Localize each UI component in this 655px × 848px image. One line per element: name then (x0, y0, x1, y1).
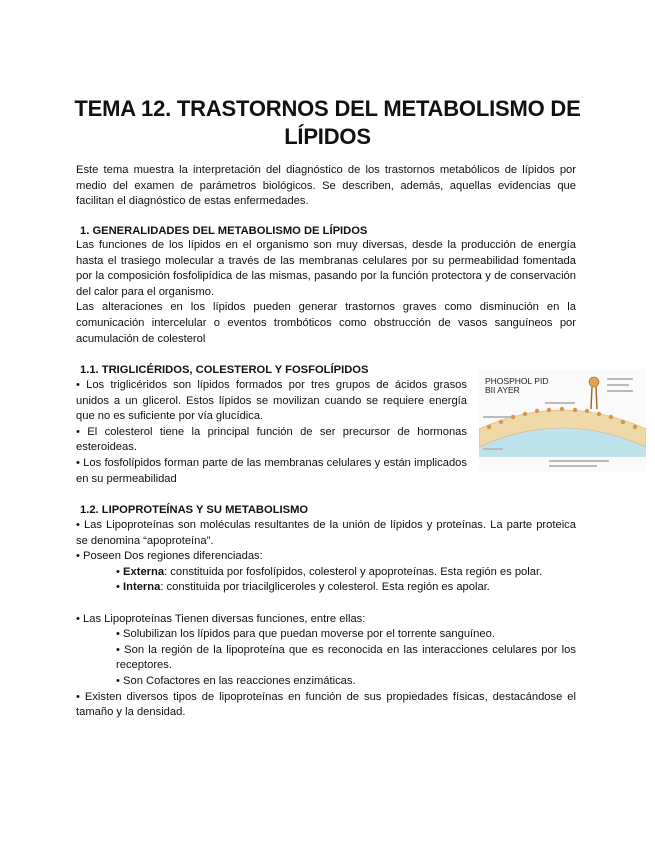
section-1-paragraph-2: Las alteraciones en los lípidos pueden generar trastornos graves como disminución en la comunicación intercelular o eventos trombóticos como obstrucción de vasos sanguíneos por acumulación de colesterol (76, 301, 576, 345)
section-1-paragraph-1: Las funciones de los lípidos en el organismo son muy diversas, desde la producción de energía hasta el trasiego molecular a través de las membranas celulares por su permeabilidad fomentada por la composición fosfolipídica de las mismas, pasando por la función protectora y de conservación del calor para el organismo. (76, 239, 576, 298)
title-line-2: LÍPIDOS (284, 124, 371, 149)
interna-text: : constituida por triacilgliceroles y colesterol. Esta región es apolar. (160, 581, 490, 594)
externa-text: : constituida por fosfolípidos, colesterol y apoproteínas. Esta región es polar. (164, 565, 543, 578)
interna-label: Interna (123, 581, 161, 594)
section-1-2-body (76, 518, 576, 721)
section-1-2-heading: 1.2. LIPOPROTEÍNAS Y SU METABOLISMO (80, 504, 309, 516)
page-title (60, 95, 595, 151)
regiones-intro: • Poseen Dos regiones diferenciadas: (76, 550, 263, 563)
figure-title-line-2: BII AYER (485, 385, 520, 395)
funcion-3: • Son Cofactores en las reacciones enzimáticas. (116, 674, 356, 687)
region-externa: • Externa: constituida por fosfolípidos, colesterol y apoproteínas. Esta región es polar. (116, 565, 543, 578)
intro-paragraph: Este tema muestra la interpretación del diagnóstico de los trastornos metabólicos de lípidos por medio del examen de parámetros biológicos. Se describen, además, aquellas evidencias que facilitan el diagnóstico de estas enfermedades. (76, 164, 576, 208)
section-1-heading: 1. GENERALIDADES DEL METABOLISMO DE LÍPIDOS (80, 225, 368, 237)
bullet-colesterol: • El colesterol tiene la principal función de ser precursor de hormonas esteroideas. (76, 425, 467, 454)
section-1-1-heading: 1.1. TRIGLICÉRIDOS, COLESTEROL Y FOSFOLÍPIDOS (80, 364, 369, 376)
lipoproteinas-definition: • Las Lipoproteínas son moléculas resultantes de la unión de lípidos y proteínas. La parte proteica se denomina “apoproteína”. (76, 519, 576, 547)
figure-title-line-1: PHOSPHOL PID (485, 376, 549, 386)
tipos-lipoproteinas: • Existen diversos tipos de lipoproteínas en función de sus propiedades físicas, destacándose el tamaño y la densidad. (76, 690, 576, 719)
bullet-trigliceridos: • Los triglicéridos son lípidos formados por tres grupos de ácidos grasos unidos a un glicerol. Estos lípidos se movilizan cuando se requiere energía que no es suficiente por vía glucídica. (76, 379, 467, 423)
phospholipid-bilayer-figure (479, 369, 646, 472)
externa-label: Externa (123, 565, 165, 578)
bullet-fosfolipidos: • Los fosfolípidos forman parte de las membranas celulares y están implicados en su permeabilidad (76, 456, 467, 485)
section-1-1-body (76, 378, 467, 487)
funcion-2: • Son la región de la lipoproteína que es reconocida en las interacciones celulares por los receptores. (116, 643, 576, 672)
funcion-1: • Solubilizan los lípidos para que puedan moverse por el torrente sanguíneo. (116, 628, 495, 641)
title-line-1: TEMA 12. TRASTORNOS DEL METABOLISMO DE (74, 96, 581, 121)
section-1-body (76, 238, 576, 347)
funciones-intro: • Las Lipoproteínas Tienen diversas funciones, entre ellas: (76, 612, 366, 625)
region-interna: • Interna: constituida por triacilgliceroles y colesterol. Esta región es apolar. (116, 581, 490, 594)
